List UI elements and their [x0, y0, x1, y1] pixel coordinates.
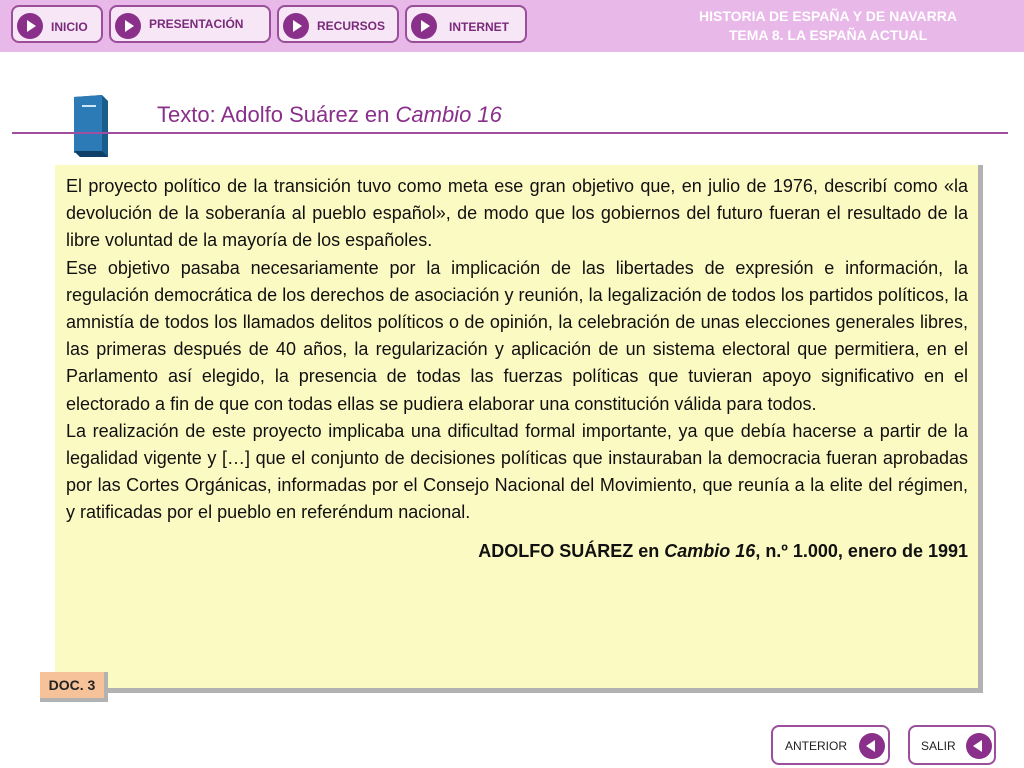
back-arrow-icon: [966, 733, 992, 759]
previous-button[interactable]: [771, 725, 890, 765]
course-title-line1: HISTORIA DE ESPAÑA Y DE NAVARRA: [698, 8, 957, 24]
course-title-line2: TEMA 8. LA ESPAÑA ACTUAL: [728, 27, 928, 43]
play-arrow-icon: [283, 13, 309, 39]
document-paragraph: El proyecto político de la transición tuvo como meta ese gran objetivo que, en julio de 1976, describí como «la devolución de la soberanía al pueblo español», de modo que los gobiernos del futuro fueran el resultado de la libre voluntad de la mayoría de los españoles.: [66, 176, 968, 251]
document-paragraph: La realización de este proyecto implicaba una dificultad formal importante, ya que debía hacerse a partir de la legalidad vigente y […] que el conjunto de decisiones políticas que instauraban la democracia fueran aprobadas por las Cortes Orgánicas, informadas por el Consejo Nacional del Movimiento, que reunía a la elite del régimen, y ratificadas por el pueblo en referéndum nacional.: [66, 420, 968, 523]
nav-button-label: INICIO: [51, 20, 88, 34]
page-title: [157, 102, 502, 128]
nav-button-inicio[interactable]: [11, 5, 103, 43]
play-arrow-icon: [17, 13, 43, 39]
page-title-prefix: Texto: Adolfo Suárez en: [157, 102, 396, 127]
nav-button-label: RECURSOS: [317, 19, 386, 33]
document-badge: DOC. 3: [40, 672, 108, 702]
previous-button-label: ANTERIOR: [785, 739, 848, 753]
source-details: , n.º 1.000, enero de 1991: [755, 540, 968, 561]
nav-button-label: PRESENTACIÓN: [149, 17, 244, 31]
nav-button-label: INTERNET: [449, 20, 509, 34]
book-icon: [72, 95, 110, 162]
back-arrow-icon: [859, 733, 885, 759]
document-source: [66, 541, 968, 562]
page-title-publication: Cambio 16: [395, 102, 502, 127]
document-text-box: [55, 165, 983, 693]
play-arrow-icon: [411, 13, 437, 39]
play-arrow-icon: [115, 13, 141, 39]
source-author: ADOLFO SUÁREZ en: [478, 540, 665, 561]
top-navigation-bar: [0, 0, 1024, 52]
nav-button-presentacion[interactable]: [109, 5, 271, 43]
exit-button-label: SALIR: [921, 739, 956, 753]
course-title: [668, 7, 988, 45]
nav-button-recursos[interactable]: [277, 5, 399, 43]
nav-button-internet[interactable]: [405, 5, 527, 43]
title-divider: [12, 132, 1008, 134]
source-publication: Cambio 16: [664, 540, 756, 561]
document-paragraph: Ese objetivo pasaba necesariamente por la implicación de las libertades de expresión e información, la regulación democrática de los derechos de asociación y reunión, la legalización de todos los partidos políticos, la amnistía de todos los llamados delitos políticos o de opinión, la celebración de unas elecciones generales libres, las primeras después de 40 años, la regularización y aplicación de un sistema electoral que permitiera, en el Parlamento así elegido, la presencia de todas las fuerzas políticas que tuvieran apoyo significativo en el electorado a fin de que con todas ellas se pudiera elaborar una constitución válida para todos.: [66, 257, 968, 414]
exit-button[interactable]: [908, 725, 996, 765]
